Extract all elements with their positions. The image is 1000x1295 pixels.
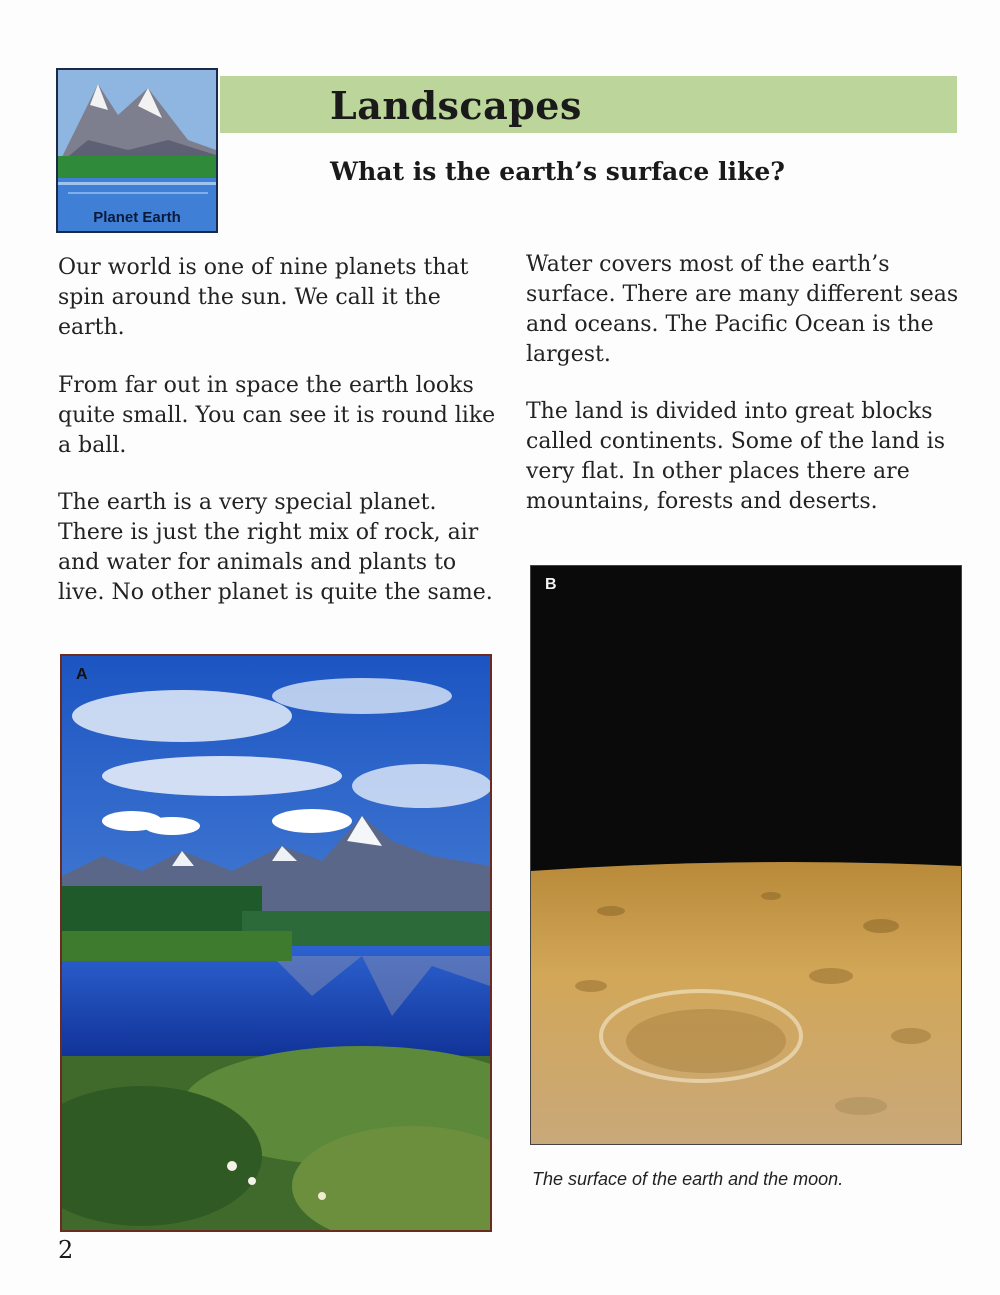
page-number: 2 xyxy=(58,1236,74,1264)
paragraph-right-1: Water covers most of the earth’s surface. There are many different seas and oceans. The Pacific Ocean is the largest. xyxy=(526,252,959,367)
photo-a-label: A xyxy=(76,666,88,683)
paragraph-left-2: From far out in space the earth looks quite small. You can see it is round like a ball. xyxy=(58,373,496,458)
page-subtitle: What is the earth’s surface like? xyxy=(330,157,785,186)
figure-caption: The surface of the earth and the moon. xyxy=(532,1169,844,1189)
badge-label: Planet Earth xyxy=(93,209,181,226)
photo-b-label: B xyxy=(545,576,557,593)
paragraph-left-1: Our world is one of nine planets that spin around the sun. We call it the earth. xyxy=(58,255,469,340)
paragraph-left-3: The earth is a very special planet. There is just the right mix of rock, air and water for animals and plants to live. No other planet is quite the same. xyxy=(58,490,493,605)
photo-earth-landscape xyxy=(60,654,492,1232)
moon-surface-image xyxy=(531,566,961,1144)
paragraph-right-2: The land is divided into great blocks called continents. Some of the land is very flat. In other places there are mountains, forests and deserts. xyxy=(526,399,946,514)
lake-mountains-image xyxy=(62,656,490,1230)
planet-earth-badge xyxy=(56,68,218,233)
photo-moon-surface xyxy=(530,565,962,1145)
page-title: Landscapes xyxy=(330,83,582,128)
mountain-lake-icon xyxy=(58,70,216,231)
